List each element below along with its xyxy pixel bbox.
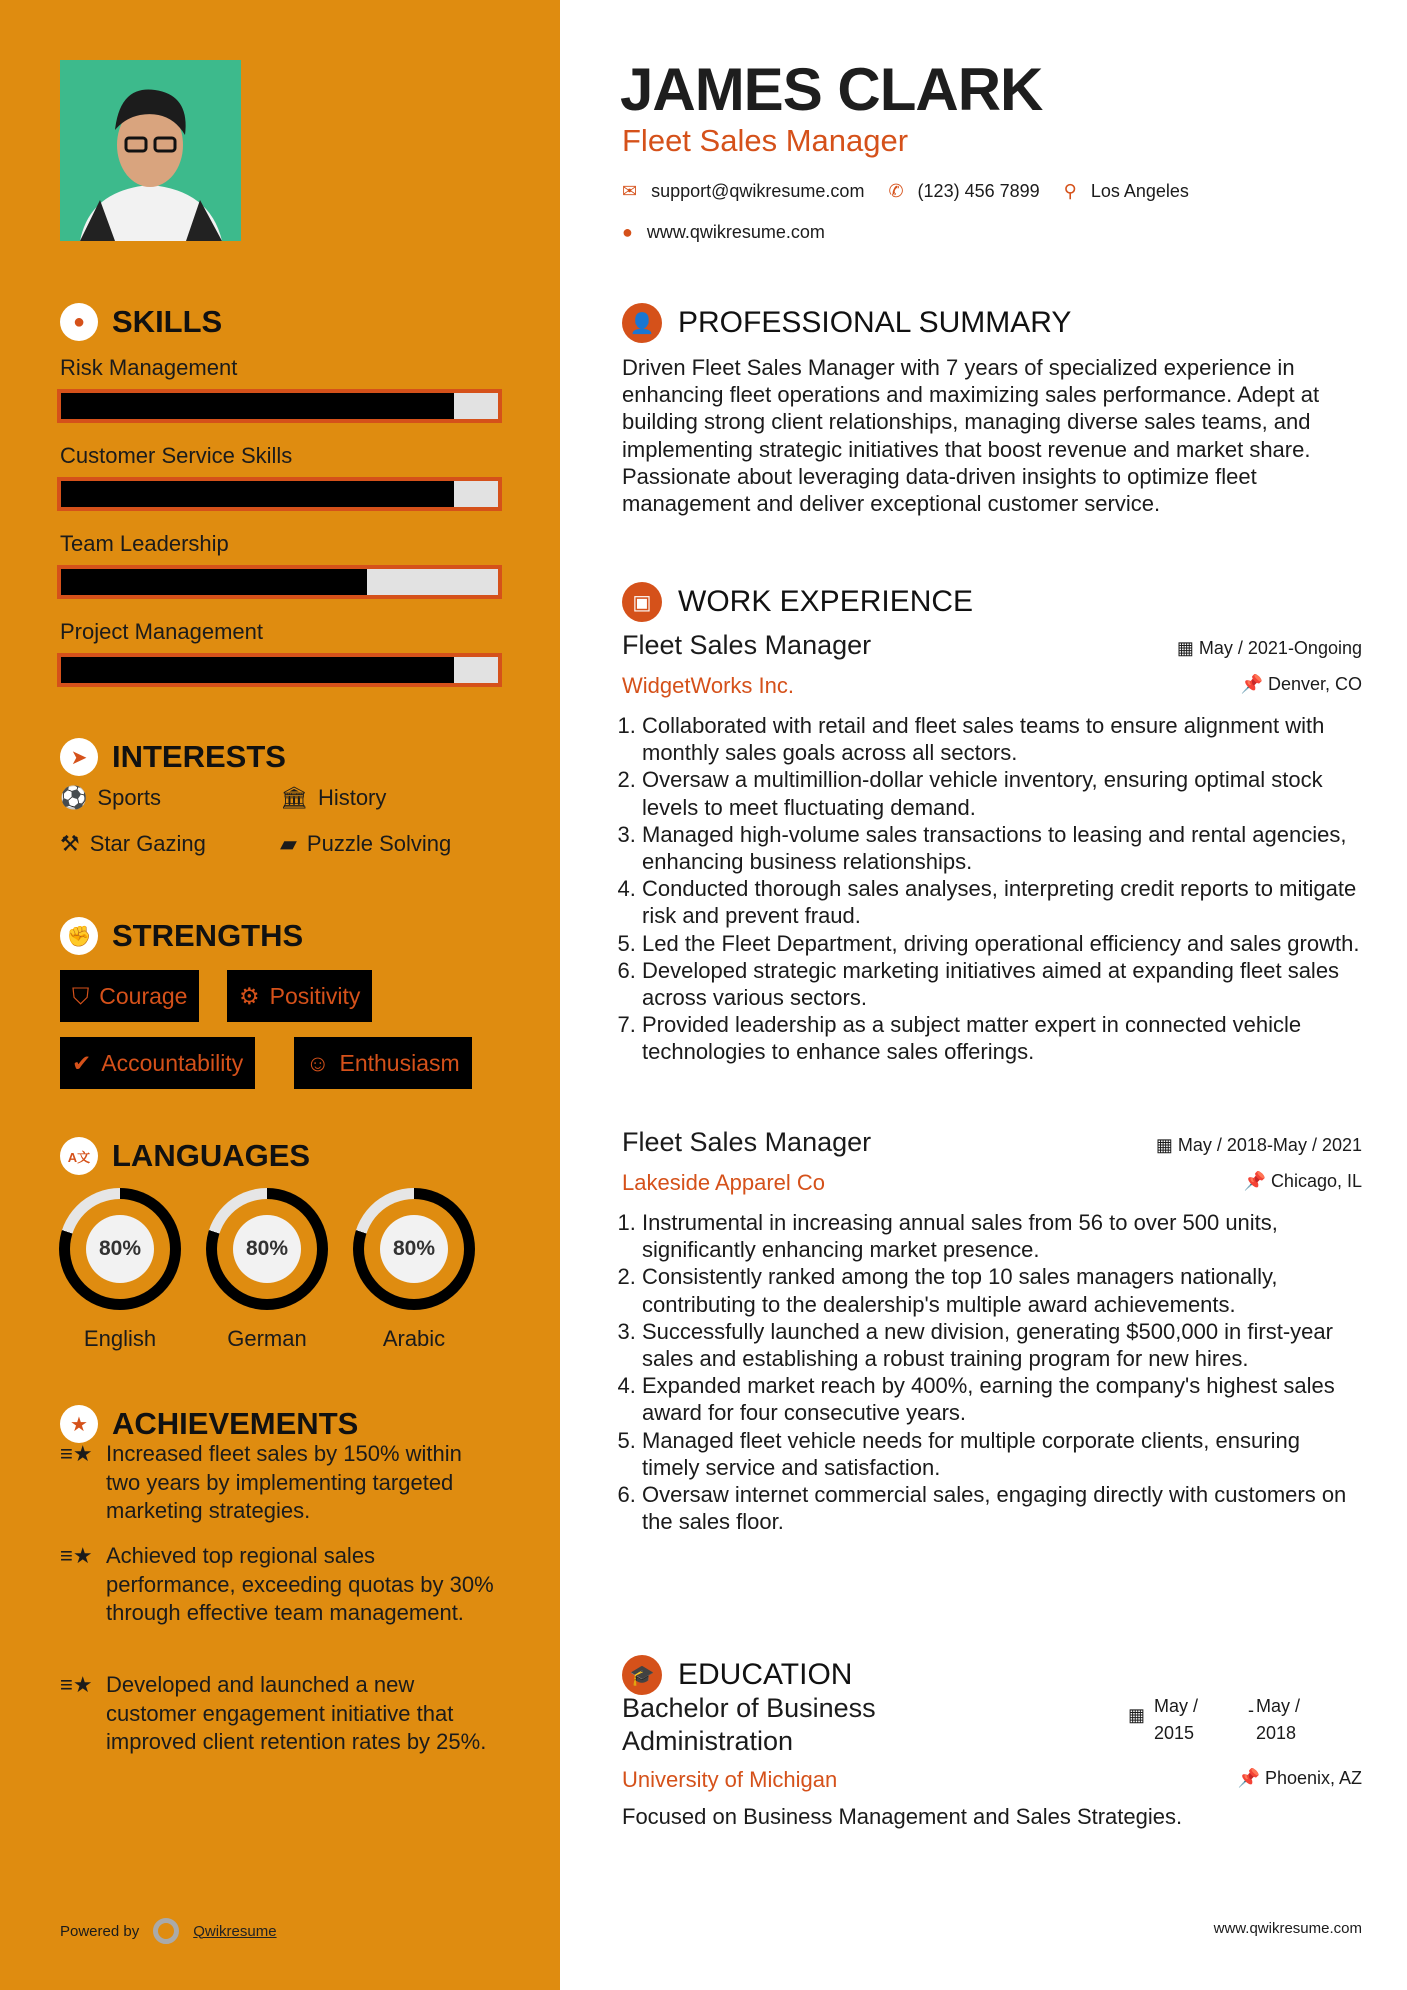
website-row xyxy=(622,222,825,243)
email-icon: ✉ xyxy=(622,181,638,201)
job-bullet: 4. Expanded market reach by 400%, earning the company's highest sales award for four consecutive years. xyxy=(642,1372,1362,1426)
check-circle-icon: ✔ xyxy=(72,1049,92,1076)
interest-item: 🏛 History xyxy=(280,785,387,810)
school: University of Michigan xyxy=(622,1767,838,1792)
job-title: Fleet Sales Manager xyxy=(622,123,909,158)
achievement-item: ≡★ Achieved top regional sales performance, exceeding quotas by 30% through effective team management. xyxy=(60,1542,500,1628)
job-bullet: 7. Provided leadership as a subject matter expert in connected vehicle technologies to enhance sales offerings. xyxy=(642,1011,1362,1065)
profile-photo xyxy=(60,60,241,241)
job-bullet: 4. Conducted thorough sales analyses, interpreting credit reports to mitigate risk and prevent fraud. xyxy=(642,875,1362,929)
date-separator: - xyxy=(1248,1700,1254,1720)
star-icon: ≡★ xyxy=(60,1441,93,1466)
job-bullet: 3. Successfully launched a new division, generating $500,000 in first-year sales and establishing a robust training program for new hires. xyxy=(642,1318,1362,1372)
graduate-icon: 🎓 xyxy=(622,1655,662,1695)
skills-header: ● SKILLS xyxy=(60,303,222,341)
job-bullet: 1. Collaborated with retail and fleet sales teams to ensure alignment with monthly sales goals across all sectors. xyxy=(642,712,1362,766)
candidate-name: JAMES CLARK xyxy=(620,56,1043,123)
job-bullet: 6. Developed strategic marketing initiatives aimed at expanding fleet sales across various sectors. xyxy=(642,957,1362,1011)
pin-icon: 📌 xyxy=(1243,1171,1266,1191)
skill-bar-fill xyxy=(61,569,367,595)
calendar-icon: ▦ xyxy=(1155,1135,1173,1155)
summary-header: 👤 PROFESSIONAL SUMMARY xyxy=(622,303,1071,343)
strength-chip: ⛉ Courage xyxy=(60,970,199,1022)
company-name: Lakeside Apparel Co xyxy=(622,1170,826,1195)
museum-icon: 🏛 xyxy=(280,785,308,810)
star-icon: ≡★ xyxy=(60,1543,93,1568)
education-location: 📌 Phoenix, AZ xyxy=(1237,1768,1362,1788)
job-bullet: 2. Oversaw a multimillion-dollar vehicle inventory, ensuring optimal stock levels to meet fluctuating demand. xyxy=(642,766,1362,820)
job-bullets xyxy=(622,1209,1362,1535)
job-bullet: 5. Managed fleet vehicle needs for multiple corporate clients, ensuring timely service and satisfaction. xyxy=(642,1427,1362,1481)
skill-label: Customer Service Skills xyxy=(60,443,293,468)
language-name: English xyxy=(83,1326,157,1351)
job-bullet: 5. Led the Fleet Department, driving operational efficiency and sales growth. xyxy=(642,930,1362,957)
phone-number: (123) 456 7899 xyxy=(917,181,1040,201)
skill-bar xyxy=(57,565,502,599)
soccer-ball-icon: ⚽ xyxy=(60,785,88,810)
job-dates: ▦ May / 2018-May / 2021 xyxy=(1155,1135,1362,1155)
email-link[interactable]: support@qwikresume.com xyxy=(651,181,865,201)
job-bullet: 2. Consistently ranked among the top 10 sales managers nationally, contributing to the dealership's multiple award achievements. xyxy=(642,1263,1362,1317)
interest-item: ▰ Puzzle Solving xyxy=(280,831,452,856)
star-award-icon: ★ xyxy=(60,1405,98,1443)
summary-text: Driven Fleet Sales Manager with 7 years of specialized experience in enhancing fleet operations and maximizing sales performance. Adept at building strong client relationships, managing diverse sales teams, and implementing strategic initiatives that boost revenue and market share. Passionate about leveraging data-driven insights to optimize fleet management and deliver exceptional customer service. xyxy=(622,355,1320,517)
skill-bar xyxy=(57,477,502,511)
language-ring xyxy=(59,1188,181,1310)
skill-label: Risk Management xyxy=(60,355,238,380)
qwikresume-logo-icon xyxy=(153,1918,179,1944)
job-bullet: 1. Instrumental in increasing annual sales from 56 to over 500 units, significantly enhancing market presence. xyxy=(642,1209,1362,1263)
skill-bar-fill xyxy=(61,481,454,507)
job-bullet: 6. Oversaw internet commercial sales, engaging directly with customers on the sales floor. xyxy=(642,1481,1362,1535)
language-percent: 80% xyxy=(380,1215,448,1283)
telescope-icon: ⚒ xyxy=(60,831,80,856)
strengths-header: ✊ STRENGTHS xyxy=(60,917,303,955)
translate-icon: A文 xyxy=(60,1137,98,1175)
education-header: 🎓 EDUCATION xyxy=(622,1655,852,1695)
pin-icon: 📌 xyxy=(1240,674,1263,694)
smile-icon: ☺ xyxy=(306,1049,330,1076)
star-icon: ≡★ xyxy=(60,1672,93,1697)
achievement-item: ≡★ Developed and launched a new customer engagement initiative that improved client retention rates by 25%. xyxy=(60,1671,500,1757)
work-header: ▣ WORK EXPERIENCE xyxy=(622,582,973,622)
job-title: Fleet Sales Manager xyxy=(622,630,872,660)
strength-chip: ☺ Enthusiasm xyxy=(294,1037,472,1089)
job-location: 📌 Chicago, IL xyxy=(1243,1171,1362,1191)
strength-chip: ✔ Accountability xyxy=(60,1037,255,1089)
language-name: German xyxy=(227,1326,307,1351)
education-end: May / 2018 xyxy=(1256,1696,1301,1743)
achievements-header: ★ ACHIEVEMENTS xyxy=(60,1405,358,1443)
skill-label: Team Leadership xyxy=(60,531,229,556)
pin-icon: 📌 xyxy=(1237,1768,1260,1788)
phone-icon: ✆ xyxy=(888,181,904,201)
fist-icon: ✊ xyxy=(60,917,98,955)
interest-item: ⚽ Sports xyxy=(60,785,161,810)
job-bullets xyxy=(622,712,1362,1066)
location: Los Angeles xyxy=(1090,181,1189,201)
interests-header: ➤ INTERESTS xyxy=(60,738,286,776)
skill-bar xyxy=(57,389,502,423)
job-title: Fleet Sales Manager xyxy=(622,1127,872,1157)
education-description: Focused on Business Management and Sales Strategies. xyxy=(622,1804,1183,1829)
footer-url[interactable]: www.qwikresume.com xyxy=(1213,1920,1362,1937)
language-percent: 80% xyxy=(233,1215,301,1283)
user-icon: 👤 xyxy=(622,303,662,343)
shield-icon: ⛉ xyxy=(72,982,90,1009)
achievement-item: ≡★ Increased fleet sales by 150% within two years by implementing targeted marketing strategies. xyxy=(60,1440,500,1526)
interest-item: ⚒ Star Gazing xyxy=(60,831,206,856)
language-ring xyxy=(206,1188,328,1310)
lightbulb-icon: ● xyxy=(60,303,98,341)
gear-icon: ⚙ xyxy=(239,982,260,1009)
language-name: Arabic xyxy=(382,1326,446,1351)
skill-bar-fill xyxy=(61,393,454,419)
skill-bar-fill xyxy=(61,657,454,683)
education-start: May / 2015 xyxy=(1154,1696,1199,1743)
contact-row xyxy=(622,181,1189,202)
map-pin-icon: ⚲ xyxy=(1063,181,1077,201)
skill-label: Project Management xyxy=(60,619,263,644)
job-dates: ▦ May / 2021-Ongoing xyxy=(1176,638,1362,658)
skill-bar xyxy=(57,653,502,687)
job-location: 📌 Denver, CO xyxy=(1240,674,1362,694)
degree: Bachelor of Business Administration xyxy=(622,1693,876,1756)
language-percent: 80% xyxy=(86,1215,154,1283)
company-name: WidgetWorks Inc. xyxy=(622,673,794,698)
calendar-icon: ▦ xyxy=(1176,638,1194,658)
sidebar xyxy=(0,0,560,1990)
briefcase-icon: ▣ xyxy=(622,582,662,622)
paper-plane-icon: ➤ xyxy=(60,738,98,776)
qwikresume-link[interactable]: Qwikresume xyxy=(193,1922,277,1940)
website-link[interactable]: www.qwikresume.com xyxy=(646,222,825,242)
calendar-icon: ▦ xyxy=(1128,1705,1146,1725)
language-ring xyxy=(353,1188,475,1310)
job-bullet: 3. Managed high-volume sales transactions to leasing and rental agencies, enhancing business relationships. xyxy=(642,821,1362,875)
languages-header: A文 LANGUAGES xyxy=(60,1137,310,1175)
book-icon: ▰ xyxy=(280,831,297,856)
strength-chip: ⚙ Positivity xyxy=(227,970,372,1022)
globe-icon: ● xyxy=(622,222,633,242)
powered-by: Powered by Qwikresume xyxy=(60,1918,277,1944)
